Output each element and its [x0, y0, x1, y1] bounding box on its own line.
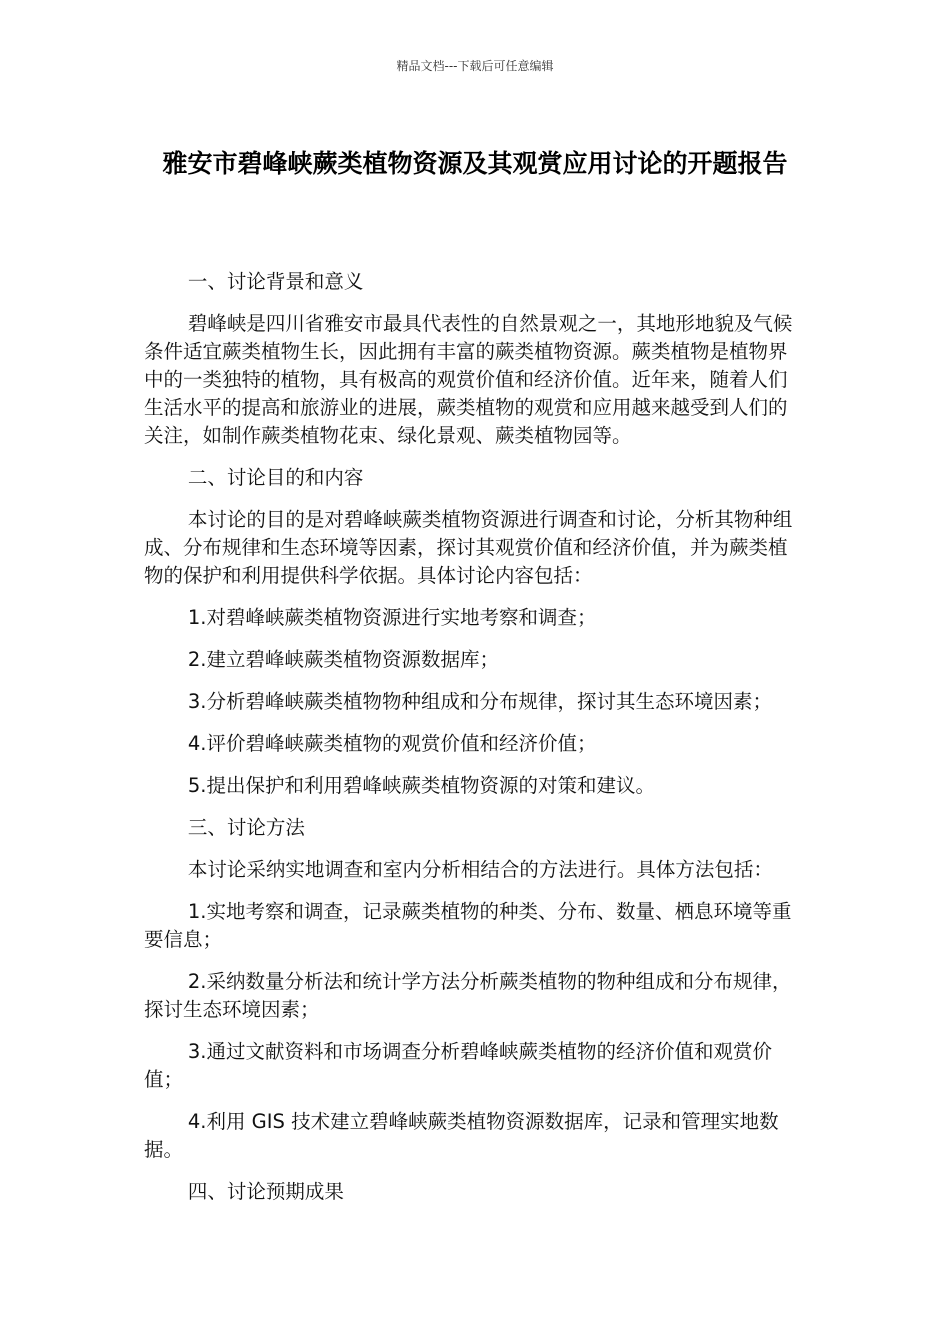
section-heading-2: 二、讨论目的和内容 [187, 466, 364, 489]
list-item: 2.建立碧峰峡蕨类植物资源数据库； [187, 648, 499, 671]
paragraph-purpose: 本讨论的目的是对碧峰峡蕨类植物资源进行调查和讨论，分析其物种组成、分布规律和生态环境等因素，探讨其观赏价值和经济价值，并为蕨类植物的保护和利用提供科学依据。具体讨论内容包括： [144, 508, 793, 587]
list-item: 2.采纳数量分析法和统计学方法分析蕨类植物的物种组成和分布规律，探讨生态环境因素； [144, 970, 792, 1021]
list-item: 1.实地考察和调查，记录蕨类植物的种类、分布、数量、栖息环境等重要信息； [144, 900, 792, 951]
paragraph-background: 碧峰峡是四川省雅安市最具代表性的自然景观之一，其地形地貌及气候条件适宜蕨类植物生长，因此拥有丰富的蕨类植物资源。蕨类植物是植物界中的一类独特的植物，具有极高的观赏价值和经济价值。近年来，随着人们生活水平的提高和旅游业的进展，蕨类植物的观赏和应用越来越受到人们的关注，如制作蕨类植物花束、绿化景观、蕨类植物园等。 [144, 312, 793, 447]
section-heading-1: 一、讨论背景和意义 [187, 270, 364, 293]
paragraph-methods: 本讨论采纳实地调查和室内分析相结合的方法进行。具体方法包括： [187, 858, 773, 881]
list-item: 1.对碧峰峡蕨类植物资源进行实地考察和调查； [187, 606, 597, 629]
document-title: 雅安市碧峰峡蕨类植物资源及其观赏应用讨论的开题报告 [162, 149, 788, 178]
list-item: 3.通过文献资料和市场调查分析碧峰峡蕨类植物的经济价值和观赏价值； [144, 1040, 772, 1091]
list-item: 4.利用 GIS 技术建立碧峰峡蕨类植物资源数据库，记录和管理实地数据。 [144, 1110, 779, 1161]
section-heading-3: 三、讨论方法 [187, 816, 305, 839]
section-heading-4: 四、讨论预期成果 [187, 1180, 344, 1203]
list-item: 4.评价碧峰峡蕨类植物的观赏价值和经济价值； [187, 732, 597, 755]
list-item: 5.提出保护和利用碧峰峡蕨类植物资源的对策和建议。 [187, 774, 655, 797]
header-note: 精品文档---下载后可任意编辑 [396, 59, 554, 73]
document-body [144, 268, 800, 1220]
list-item: 3.分析碧峰峡蕨类植物物种组成和分布规律，探讨其生态环境因素； [187, 690, 772, 713]
